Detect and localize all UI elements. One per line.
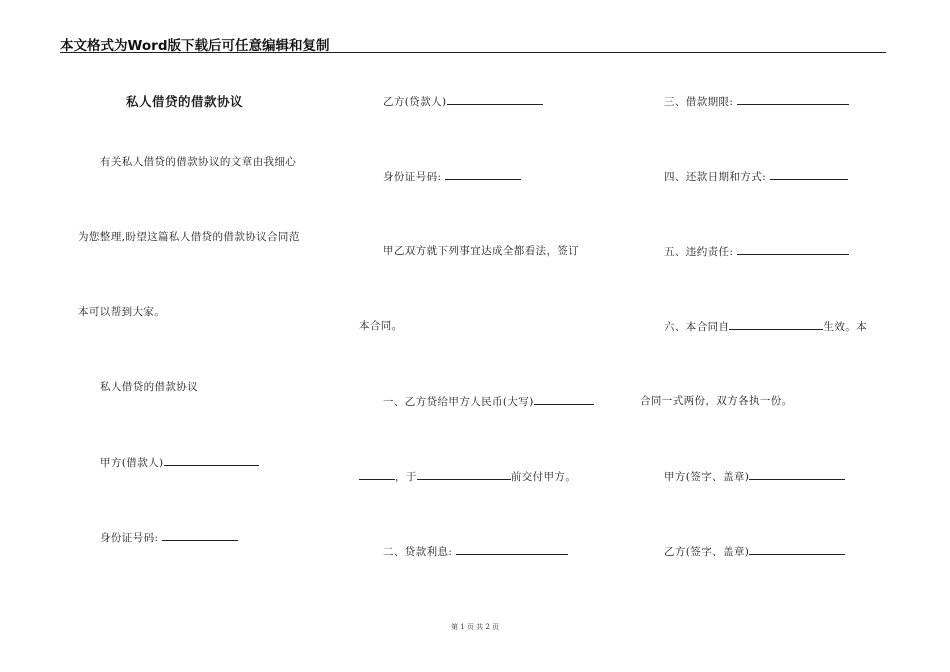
section-subtitle: 私人借贷的借款协议 — [100, 381, 199, 393]
id-b-label: 身份证号码: — [383, 171, 442, 183]
sign-b-label: 乙方(签字、盖章) — [664, 546, 750, 558]
id-a-line — [100, 529, 238, 545]
party-b-blank[interactable] — [447, 93, 543, 105]
party-a-label: 甲方(借款人) — [100, 457, 164, 469]
clause-1-amount-blank[interactable] — [534, 393, 594, 405]
id-a-blank[interactable] — [162, 529, 238, 541]
clause-4-line — [664, 168, 848, 184]
clause-2-line — [383, 543, 568, 559]
sign-b-blank[interactable] — [749, 543, 845, 555]
clause-5-label: 五、违约责任: — [664, 246, 734, 258]
agreement-line-1: 甲乙双方就下列事宜达成全都看法，签订 — [383, 245, 580, 257]
clause-6-line — [664, 318, 867, 334]
clause-1-continued — [359, 468, 576, 484]
id-b-blank[interactable] — [445, 168, 521, 180]
document-title: 私人借贷的借款协议 — [126, 94, 244, 109]
clause-4-label: 四、还款日期和方式: — [664, 171, 767, 183]
clause-1-line — [383, 393, 594, 409]
sign-a-blank[interactable] — [749, 468, 845, 480]
clause-6-end: 生效。本 — [823, 321, 868, 333]
clause-1-label: 一、乙方贷给甲方人民币(大写) — [383, 396, 534, 408]
header-divider — [60, 52, 886, 53]
clause-1-extra-blank[interactable] — [359, 468, 395, 480]
clause-1-date-blank[interactable] — [417, 468, 511, 480]
clause-3-line — [664, 93, 849, 109]
id-b-line — [383, 168, 521, 184]
page-header: 本文格式为Word版下载后可任意编辑和复制 — [60, 38, 330, 54]
clause-2-label: 二、贷款利息: — [383, 546, 453, 558]
clause-3-blank[interactable] — [737, 93, 849, 105]
intro-line-3: 本可以帮到大家。 — [78, 306, 166, 318]
party-a-blank[interactable] — [164, 454, 259, 466]
clause-6-start: 六、本合同自 — [664, 321, 730, 333]
intro-line-1: 有关私人借贷的借款协议的文章由我细心 — [100, 156, 297, 168]
clause-6-blank[interactable] — [729, 318, 823, 330]
clause-1-mid-text: ，于 — [395, 471, 417, 483]
party-b-line — [383, 93, 543, 109]
clause-5-blank[interactable] — [737, 243, 849, 255]
party-a-line — [100, 454, 259, 470]
sign-a-line — [664, 468, 845, 484]
clause-1-end-text: 前交付甲方。 — [510, 471, 577, 483]
clause-2-blank[interactable] — [456, 543, 568, 555]
clause-5-line — [664, 243, 849, 259]
page-footer: 第 1 页 共 2 页 — [450, 623, 500, 631]
intro-line-2: 为您整理,盼望这篇私人借贷的借款协议合同范 — [78, 231, 300, 243]
clause-4-blank[interactable] — [770, 168, 848, 180]
agreement-line-2: 本合同。 — [359, 320, 403, 332]
sign-a-label: 甲方(签字、盖章) — [664, 471, 750, 483]
sign-b-line — [664, 543, 845, 559]
id-a-label: 身份证号码: — [100, 532, 159, 544]
party-b-label: 乙方(贷款人) — [383, 96, 447, 108]
clause-3-label: 三、借款期限: — [664, 96, 734, 108]
copies-line: 合同一式两份，双方各执一份。 — [640, 395, 793, 407]
